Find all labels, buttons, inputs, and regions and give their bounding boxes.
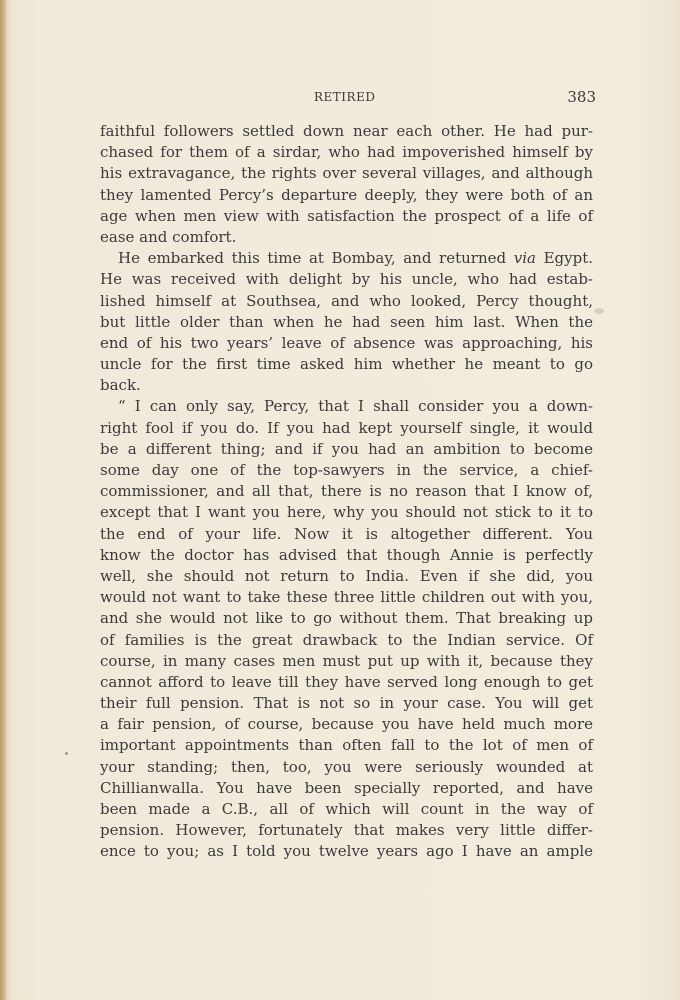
text-line: commissioner, and all that, there is no reason that I know of, (100, 482, 593, 501)
text-line: ease and comfort. (100, 227, 237, 246)
text-line: important appointments than often fall to the lot of men of (100, 736, 593, 755)
text-line: He embarked this time at Bombay, and returned via Egypt. (118, 249, 593, 268)
text-line: He was received with delight by his uncle, who had estab- (100, 270, 593, 289)
text-line: been made a C.B., all of which will count in the way of (100, 800, 593, 818)
text-line: be a different thing; and if you had an ambition to become (100, 439, 593, 458)
body-text (100, 121, 593, 863)
text-line: uncle for the first time asked him whether he meant to go (100, 355, 593, 374)
text-line: ence to you; as I told you twelve years ago I have an ample (100, 842, 593, 861)
text-line: they lamented Percy’s departure deeply, they were both of an (100, 185, 593, 204)
text-line: the end of your life. Now it is altogether different. You (100, 524, 593, 543)
text-line: lished himself at Southsea, and who looked, Percy thought, (100, 291, 593, 310)
page-spine-edge (0, 0, 6, 1000)
page-header (100, 88, 596, 108)
text-line: a fair pension, of course, because you have held much more (100, 715, 593, 734)
page-smudge (594, 308, 604, 314)
text-line: cannot afford to leave till they have served long enough to get (100, 672, 593, 691)
text-line: course, in many cases men must put up with it, because they (100, 651, 593, 670)
text-line: end of his two years’ leave of absence was approaching, his (100, 333, 593, 352)
text-line: his extravagance, the rights over several villages, and although (100, 164, 593, 183)
text-line: chased for them of a sirdar, who had impoverished himself by (100, 143, 593, 162)
text-line: your standing; then, too, you were seriously wounded at (100, 757, 593, 776)
text-line: right fool if you do. If you had kept yourself single, it would (100, 418, 593, 437)
text-line: but little older than when he had seen him last. When the (100, 312, 593, 331)
text-line: “ I can only say, Percy, that I shall consider you a down- (118, 397, 593, 416)
margin-speck (65, 752, 68, 755)
text-line: would not want to take these three little children out with you, (100, 588, 593, 607)
text-line: age when men view with satisfaction the prospect of a life of (100, 206, 593, 225)
text-line: and she would not like to go without them. That breaking up (100, 609, 593, 628)
text-line: Chillianwalla. You have been specially reported, and have (100, 778, 593, 797)
text-line: except that I want you here, why you should not stick to it to (100, 503, 593, 522)
text-line: of families is the great drawback to the Indian service. Of (100, 630, 593, 649)
text-line: some day one of the top-sawyers in the service, a chief- (100, 461, 593, 479)
text-line: pension. However, fortunately that makes very little differ- (100, 821, 593, 840)
text-line: know the doctor has advised that though Annie is perfectly (100, 545, 593, 564)
page-number: 383 (567, 88, 596, 106)
text-line: back. (100, 376, 141, 395)
text-line: well, she should not return to India. Even if she did, you (100, 566, 593, 585)
text-line: faithful followers settled down near each other. He had pur- (100, 122, 593, 140)
text-line: their full pension. That is not so in your case. You will get (100, 694, 593, 713)
running-head: RETIRED (314, 90, 376, 104)
